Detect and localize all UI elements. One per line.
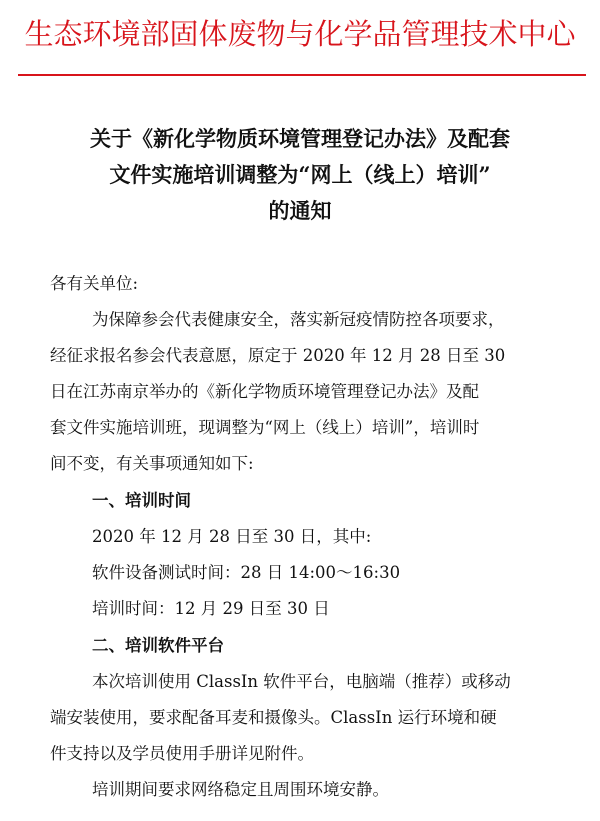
section-1-line-1: 2020 年 12 月 28 日至 30 日，其中: [92,527,372,546]
section-1-line-3: 培训时间：12 月 29 日至 30 日 [92,599,330,618]
intro-line-2: 经征求报名参会代表意愿，原定于 2020 年 12 月 28 日至 30 [50,346,506,365]
salutation: 各有关单位: [50,274,139,293]
notice-title-line-3: 的通知 [268,198,332,223]
section-2-line-3: 件支持以及学员使用手册详见附件。 [50,744,314,763]
section-2-line-4: 培训期间要求网络稳定且周围环境安静。 [92,780,389,799]
section-1-heading: 一、培训时间 [92,491,191,510]
notice-title-line-2: 文件实施培训调整为“网上（线上）培训” [109,162,491,187]
intro-line-1: 为保障参会代表健康安全，落实新冠疫情防控各项要求， [92,310,505,329]
intro-line-3: 日在江苏南京举办的《新化学物质环境管理登记办法》及配 [50,382,479,401]
section-2-line-1: 本次培训使用 ClassIn 软件平台，电脑端（推荐）或移动 [92,672,511,691]
letterhead-org-name: 生态环境部固体废物与化学品管理技术中心 [24,17,576,51]
section-1-line-2: 软件设备测试时间：28 日 14:00～16:30 [92,563,401,582]
intro-line-4: 套文件实施培训班，现调整为“网上（线上）培训”，培训时 [50,418,480,437]
letterhead-rule [18,74,586,76]
section-2-heading: 二、培训软件平台 [92,636,224,655]
notice-title-line-1: 关于《新化学物质环境管理登记办法》及配套 [90,126,510,151]
section-2-line-2: 端安装使用，要求配备耳麦和摄像头。ClassIn 运行环境和硬 [50,708,497,727]
intro-line-5: 间不变，有关事项通知如下: [50,454,254,473]
